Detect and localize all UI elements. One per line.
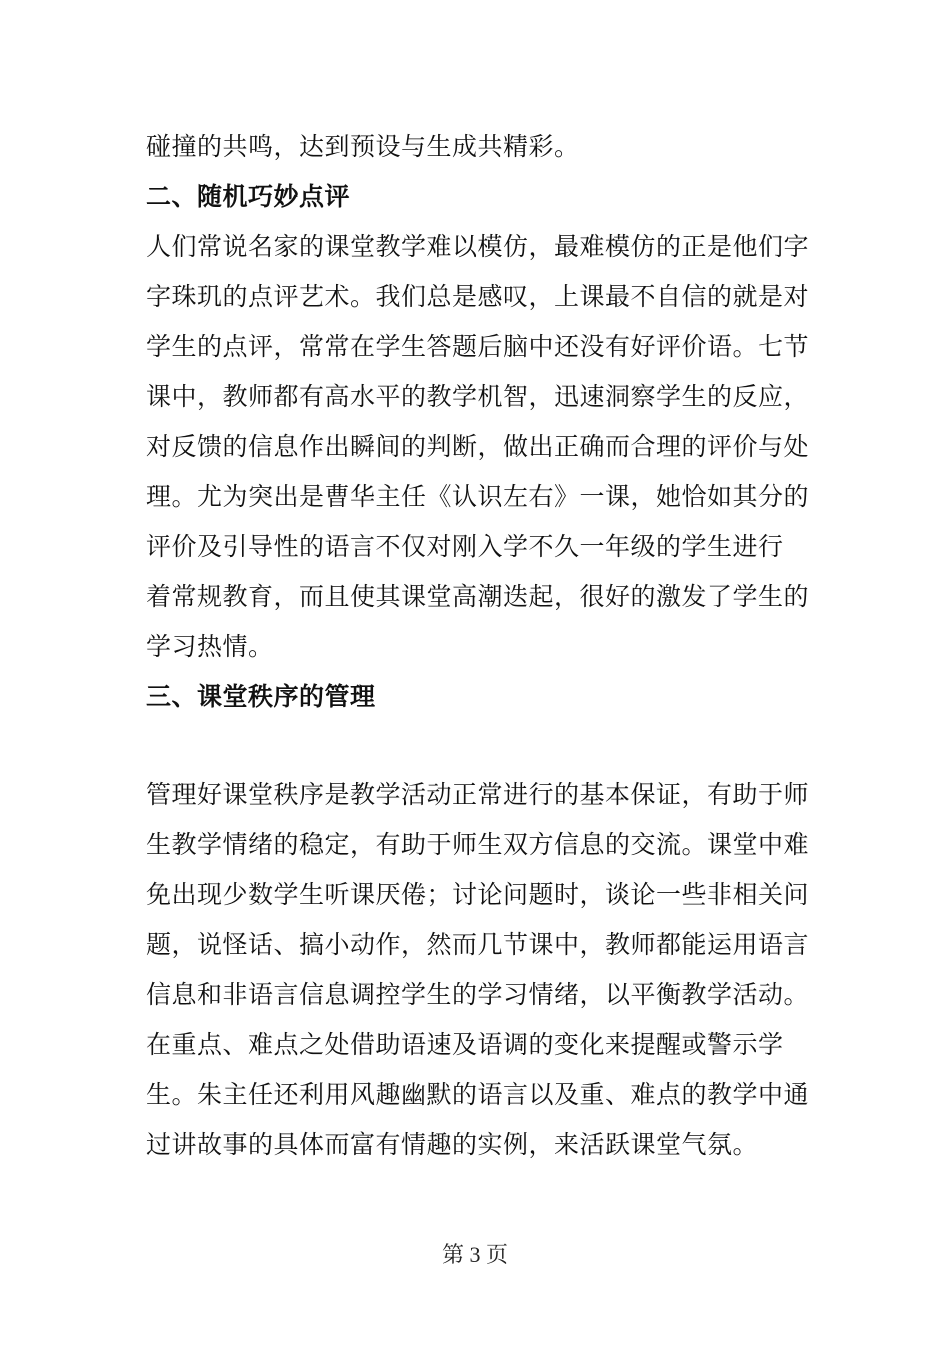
paragraph-line: 学习热情。	[146, 632, 274, 661]
paragraph-line: 管理好课堂秩序是教学活动正常进行的基本保证，有助于师	[146, 780, 810, 809]
paragraph-line: 学生的点评，常常在学生答题后脑中还没有好评价语。七节	[146, 332, 810, 361]
paragraph-line: 免出现少数学生听课厌倦；讨论问题时，谈论一些非相关问	[146, 880, 810, 909]
paragraph-line: 在重点、难点之处借助语速及语调的变化来提醒或警示学	[146, 1030, 784, 1059]
paragraph-line: 碰撞的共鸣，达到预设与生成共精彩。	[146, 132, 580, 161]
document-body	[146, 122, 811, 1170]
page-number: 第 3 页	[441, 1242, 508, 1267]
paragraph-line: 过讲故事的具体而富有情趣的实例，来活跃课堂气氛。	[146, 1130, 759, 1159]
section-heading: 三、课堂秩序的管理	[146, 682, 376, 711]
paragraph-line: 评价及引导性的语言不仅对刚入学不久一年级的学生进行	[146, 532, 784, 561]
paragraph-line: 人们常说名家的课堂教学难以模仿，最难模仿的正是他们字	[146, 232, 810, 261]
paragraph-line: 着常规教育，而且使其课堂高潮迭起，很好的激发了学生的	[146, 582, 810, 611]
paragraph-line: 信息和非语言信息调控学生的学习情绪，以平衡教学活动。	[146, 980, 810, 1009]
paragraph-line: 对反馈的信息作出瞬间的判断，做出正确而合理的评价与处	[146, 432, 810, 461]
paragraph-line: 题，说怪话、搞小动作，然而几节课中，教师都能运用语言	[146, 930, 810, 959]
section-heading: 二、随机巧妙点评	[146, 182, 351, 211]
paragraph-line: 理。尤为突出是曹华主任《认识左右》一课，她恰如其分的	[146, 482, 810, 511]
paragraph-line: 生教学情绪的稳定，有助于师生双方信息的交流。课堂中难	[146, 830, 810, 859]
paragraph-line: 课中，教师都有高水平的教学机智，迅速洞察学生的反应，	[146, 382, 810, 411]
paragraph-line: 生。朱主任还利用风趣幽默的语言以及重、难点的教学中通	[146, 1080, 810, 1109]
paragraph-gap	[146, 722, 811, 770]
paragraph-line: 字珠玑的点评艺术。我们总是感叹，上课最不自信的就是对	[146, 282, 810, 311]
